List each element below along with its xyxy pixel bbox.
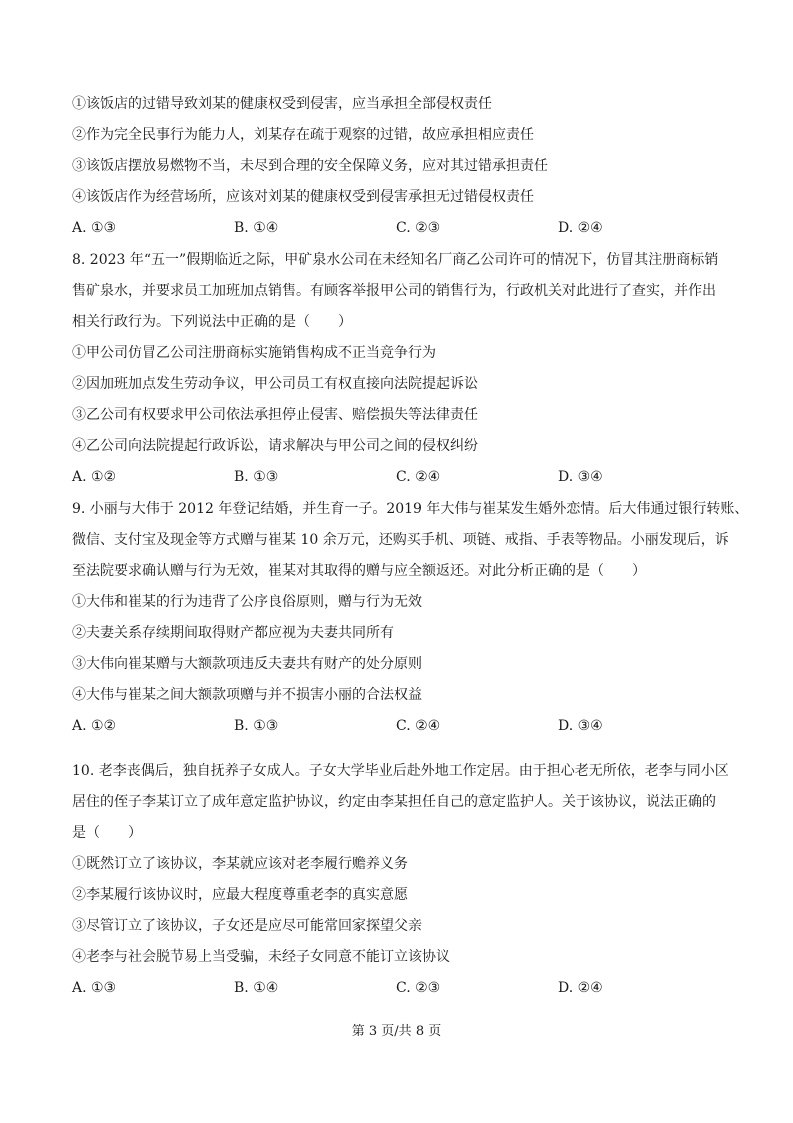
q8-statement-2: ②因加班加点发生劳动争议，甲公司员工有权直接向法院提起诉讼 xyxy=(72,376,478,392)
q9-stem-line-3: 至法院要求确认赠与行为无效，崔某对其取得的赠与应全额返还。对此分析正确的是（ ） xyxy=(72,563,646,579)
q9-statement-4: ④大伟与崔某之间大额款项赠与并不损害小丽的合法权益 xyxy=(72,687,422,703)
q7-statement-2: ②作为完全民事行为能力人，刘某存在疏于观察的过错，故应承担相应责任 xyxy=(72,127,534,143)
q9-option-b: B. ①③ xyxy=(234,718,279,734)
q8-statement-4: ④乙公司向法院提起行政诉讼，请求解决与甲公司之间的侵权纠纷 xyxy=(72,438,478,454)
q7-statement-4: ④该饭店作为经营场所，应该对刘某的健康权受到侵害承担无过错侵权责任 xyxy=(72,189,534,205)
q8-options xyxy=(72,468,712,486)
q10-statement-4: ④老李与社会脱节易上当受骗，未经子女同意不能订立该协议 xyxy=(72,949,450,965)
q10-option-a: A. ①③ xyxy=(72,980,117,996)
q7-options xyxy=(72,219,712,237)
q8-stem-line-2: 售矿泉水，并要求员工加班加点销售。有顾客举报甲公司的销售行为，行政机关对此进行了查实，并作出 xyxy=(72,283,716,299)
q10-statement-2: ②李某履行该协议时，应最大程度尊重老李的真实意愿 xyxy=(72,887,408,903)
q7-option-b: B. ①④ xyxy=(234,220,279,236)
q8-option-d: D. ③④ xyxy=(558,469,603,485)
q10-option-d: D. ②④ xyxy=(558,980,603,996)
q10-statement-3: ③尽管订立了该协议，子女还是应尽可能常回家探望父亲 xyxy=(72,918,422,934)
q10-stem-line-1: 10. 老李丧偶后，独自抚养子女成人。子女大学毕业后赴外地工作定居。由于担心老无所依，老李与同小区 xyxy=(72,763,729,779)
q10-stem-line-2: 居住的侄子李某订立了成年意定监护协议，约定由李某担任自己的意定监护人。关于该协议，说法正确的 xyxy=(72,794,716,810)
q8-statement-1: ①甲公司仿冒乙公司注册商标实施销售构成不正当竞争行为 xyxy=(72,345,436,361)
q7-option-d: D. ②④ xyxy=(558,220,603,236)
q9-stem-line-1: 9. 小丽与大伟于 2012 年登记结婚，并生育一子。2019 年大伟与崔某发生婚外恋情。后大伟通过银行转账、 xyxy=(72,501,749,517)
q8-option-c: C. ②④ xyxy=(396,469,441,485)
q8-stem-line-3: 相关行政行为。下列说法中正确的是（ ） xyxy=(72,314,352,330)
q8-option-b: B. ①③ xyxy=(234,469,279,485)
q9-stem-line-2: 微信、支付宝及现金等方式赠与崔某 10 余万元，还购买手机、项链、戒指、手表等物品。小丽发现后，诉 xyxy=(72,532,729,548)
q9-option-d: D. ③④ xyxy=(558,718,603,734)
q9-option-c: C. ②④ xyxy=(396,718,441,734)
q9-statement-2: ②夫妻关系存续期间取得财产都应视为夫妻共同所有 xyxy=(72,625,394,641)
q10-option-c: C. ②③ xyxy=(396,980,441,996)
q8-option-a: A. ①② xyxy=(72,469,117,485)
page-number: 第 3 页/共 8 页 xyxy=(351,1024,442,1039)
q7-option-a: A. ①③ xyxy=(72,220,117,236)
q9-option-a: A. ①② xyxy=(72,718,117,734)
q10-statement-1: ①既然订立了该协议，李某就应该对老李履行赡养义务 xyxy=(72,856,408,872)
q10-option-b: B. ①④ xyxy=(234,980,279,996)
q9-statement-3: ③大伟向崔某赠与大额款项违反夫妻共有财产的处分原则 xyxy=(72,656,422,672)
q9-options xyxy=(72,717,712,735)
q7-statement-3: ③该饭店摆放易燃物不当，未尽到合理的安全保障义务，应对其过错承担责任 xyxy=(72,158,548,174)
q9-statement-1: ①大伟和崔某的行为违背了公序良俗原则，赠与行为无效 xyxy=(72,594,422,610)
q7-statement-1: ①该饭店的过错导致刘某的健康权受到侵害，应当承担全部侵权责任 xyxy=(72,96,492,112)
q10-options xyxy=(72,979,712,997)
q7-option-c: C. ②③ xyxy=(396,220,441,236)
q10-stem-line-3: 是（ ） xyxy=(72,825,142,841)
q8-stem-line-1: 8. 2023 年“五一”假期临近之际，甲矿泉水公司在未经知名厂商乙公司许可的情况下，仿冒其注册商标销 xyxy=(72,252,719,268)
q8-statement-3: ③乙公司有权要求甲公司依法承担停止侵害、赔偿损失等法律责任 xyxy=(72,407,478,423)
